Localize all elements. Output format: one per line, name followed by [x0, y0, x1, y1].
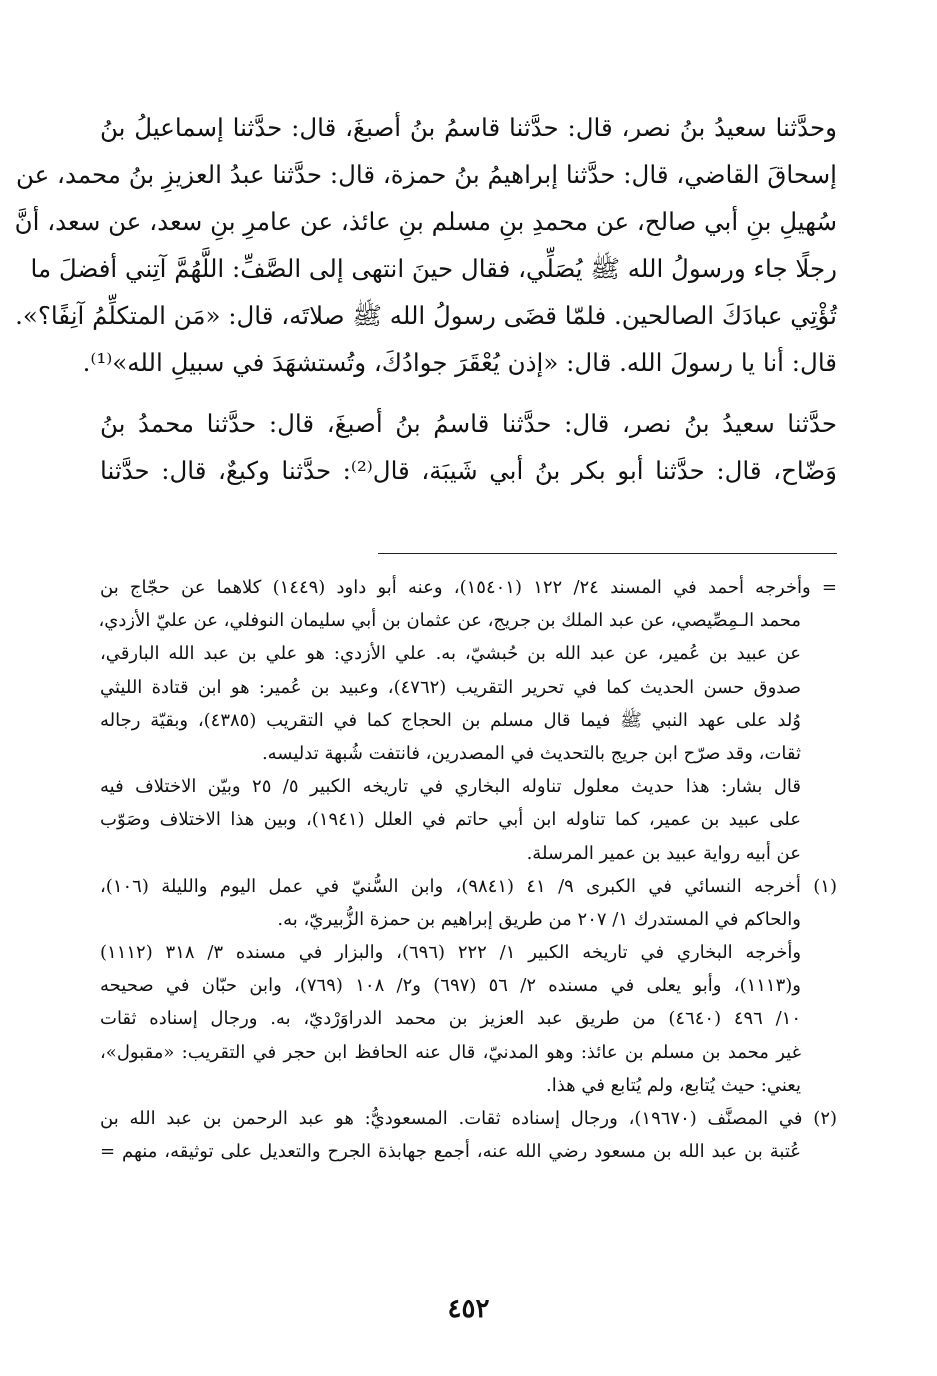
- main-line: وحدَّثنا سعيدُ بنُ نصر، قال: حدَّثنا قاسمُ بنُ أصبغَ، قال: حدَّثنا إسماعيلُ بنُ: [100, 113, 837, 142]
- main-line: رجلًا جاء ورسولُ الله ﷺ يُصَلِّي، فقال حينَ انتهى إلى الصَّفِّ: اللَّهُمَّ آتِني أفضلَ ما: [30, 254, 837, 283]
- footnote-line: عُتبة بن عبد الله بن مسعود رضي الله عنه، أجمع جهابذة الجرح والتعديل على توثيقه، منهم =: [100, 1141, 801, 1163]
- footnote-line: = وأخرجه أحمد في المسند ٢٤/ ١٢٢ (١٥٤٠١)، وعنه أبو داود (١٤٤٩) كلاهما عن حجّاج بن: [100, 577, 838, 598]
- page-number: ٤٥٢: [447, 1294, 490, 1324]
- footnote-line: عن عبيد بن عُمير، عن عبد الله بن حُبشيّ، به. علي الأزدي: هو علي بن عبد الله البارقي،: [100, 643, 801, 665]
- footnote-line: و(١١١٣)، وأبو يعلى في مسنده ٢/ ٥٦ (٦٩٧) و٢/ ١٠٨ (٧٦٩)، وابن حبّان في صحيحه: [100, 975, 801, 997]
- footnote-line: عن أبيه رواية عبيد بن عمير المرسلة.: [526, 842, 801, 864]
- footnote-line: محمد الـمِصِّيصي، عن عبد الملك بن جريج، عن عثمان بن أبي سليمان النوفلي، عن عليّ الأزدي،: [98, 610, 801, 632]
- paragraph-gap: [100, 386, 837, 400]
- footnote-line: غير محمد بن مسلم بن عائذ: وهو المدنيّ، قال عنه الحافظ ابن حجر في التقريب: «مقبول»،: [100, 1041, 801, 1063]
- footnote-line: ١٠/ ٤٩٦ (٤٦٤٠) من طريق عبد العزيز بن محمد الدراوَرْديّ، به. ورجال إسناده ثقات: [100, 1008, 801, 1030]
- main-text: [14, 104, 837, 494]
- footnote-line: قال بشار: هذا حديث معلول تناوله البخاري في تاريخه الكبير ٥/ ٢٥ وبيّن الاختلاف فيه: [100, 776, 801, 798]
- footnote-line: صدوق حسن الحديث كما في تحرير التقريب (٤٧٦٢)، وعبيد بن عُمير: هو ابن قتادة الليثي: [100, 676, 802, 698]
- main-line: قال: أنا يا رسولَ الله. قال: «إذن يُعْقَرَ جوادُكَ، وتُستشهَدَ في سبيلِ الله»⁽¹⁾.: [82, 348, 837, 377]
- main-line: تُؤْتِي عبادَكَ الصالحين. فلمّا قضَى رسولُ الله ﷺ صلاتَه، قال: «مَن المتكلِّمُ آنِفًا؟».: [15, 301, 837, 330]
- footnote-line: وأخرجه البخاري في تاريخه الكبير ١/ ٢٢٢ (٦٩٦)، والبزار في مسنده ٣/ ٣١٨ (١١١٢): [100, 942, 802, 964]
- footnote-separator: [378, 553, 837, 554]
- main-line: حدَّثنا سعيدُ بنُ نصر، قال: حدَّثنا قاسمُ بنُ أصبغَ، قال: حدَّثنا محمدُ بنُ: [100, 409, 837, 438]
- footnotes: [100, 571, 837, 1168]
- footnote-line: وُلد على عهد النبي ﷺ فيما قال مسلم بن الحجاج كما في التقريب (٤٣٨٥)، وبقيّة رجاله: [100, 709, 801, 731]
- footnote-line: (١) أخرجه النسائي في الكبرى ٩/ ٤١ (٩٨٤١)، وابن السُّنيّ في عمل اليوم والليلة (١٠٦)،: [100, 875, 837, 897]
- footnote-line: والحاكم في المستدرك ١/ ٢٠٧ من طريق إبراهيم بن حمزة الزُّبيريّ، به.: [277, 908, 801, 930]
- main-line: سُهيلِ بنِ أبي صالح، عن محمدِ بنِ مسلم بنِ عائذ، عن عامرِ بنِ سعد، عن سعد، أنَّ: [14, 207, 837, 236]
- footnote-line: ثقات، وقد صرّح ابن جريج بالتحديث في المصدرين، فانتفت شُبهة تدليسه.: [261, 742, 801, 764]
- footnote-line: (٢) في المصنَّف (١٩٦٧٠)، ورجال إسناده ثقات. المسعوديُّ: هو عبد الرحمن بن عبد الله بن: [100, 1108, 838, 1129]
- main-line: وَضّاح، قال: حدَّثنا أبو بكر بنُ أبي شَيبَة، قال⁽²⁾: حدَّثنا وكيعٌ، قال: حدَّثنا: [100, 456, 837, 485]
- main-line: إسحاقَ القاضي، قال: حدَّثنا إبراهيمُ بنُ حمزة، قال: حدَّثنا عبدُ العزيزِ بنُ محمد، عن: [16, 160, 837, 189]
- footnote-line: على عبيد بن عمير، كما تناوله ابن أبي حاتم في العلل (١٩٤١)، وبين هذا الاختلاف وصَوّب: [100, 809, 801, 831]
- footnote-line: يعني: حيث يُتابع، ولم يُتابع في هذا.: [545, 1074, 801, 1096]
